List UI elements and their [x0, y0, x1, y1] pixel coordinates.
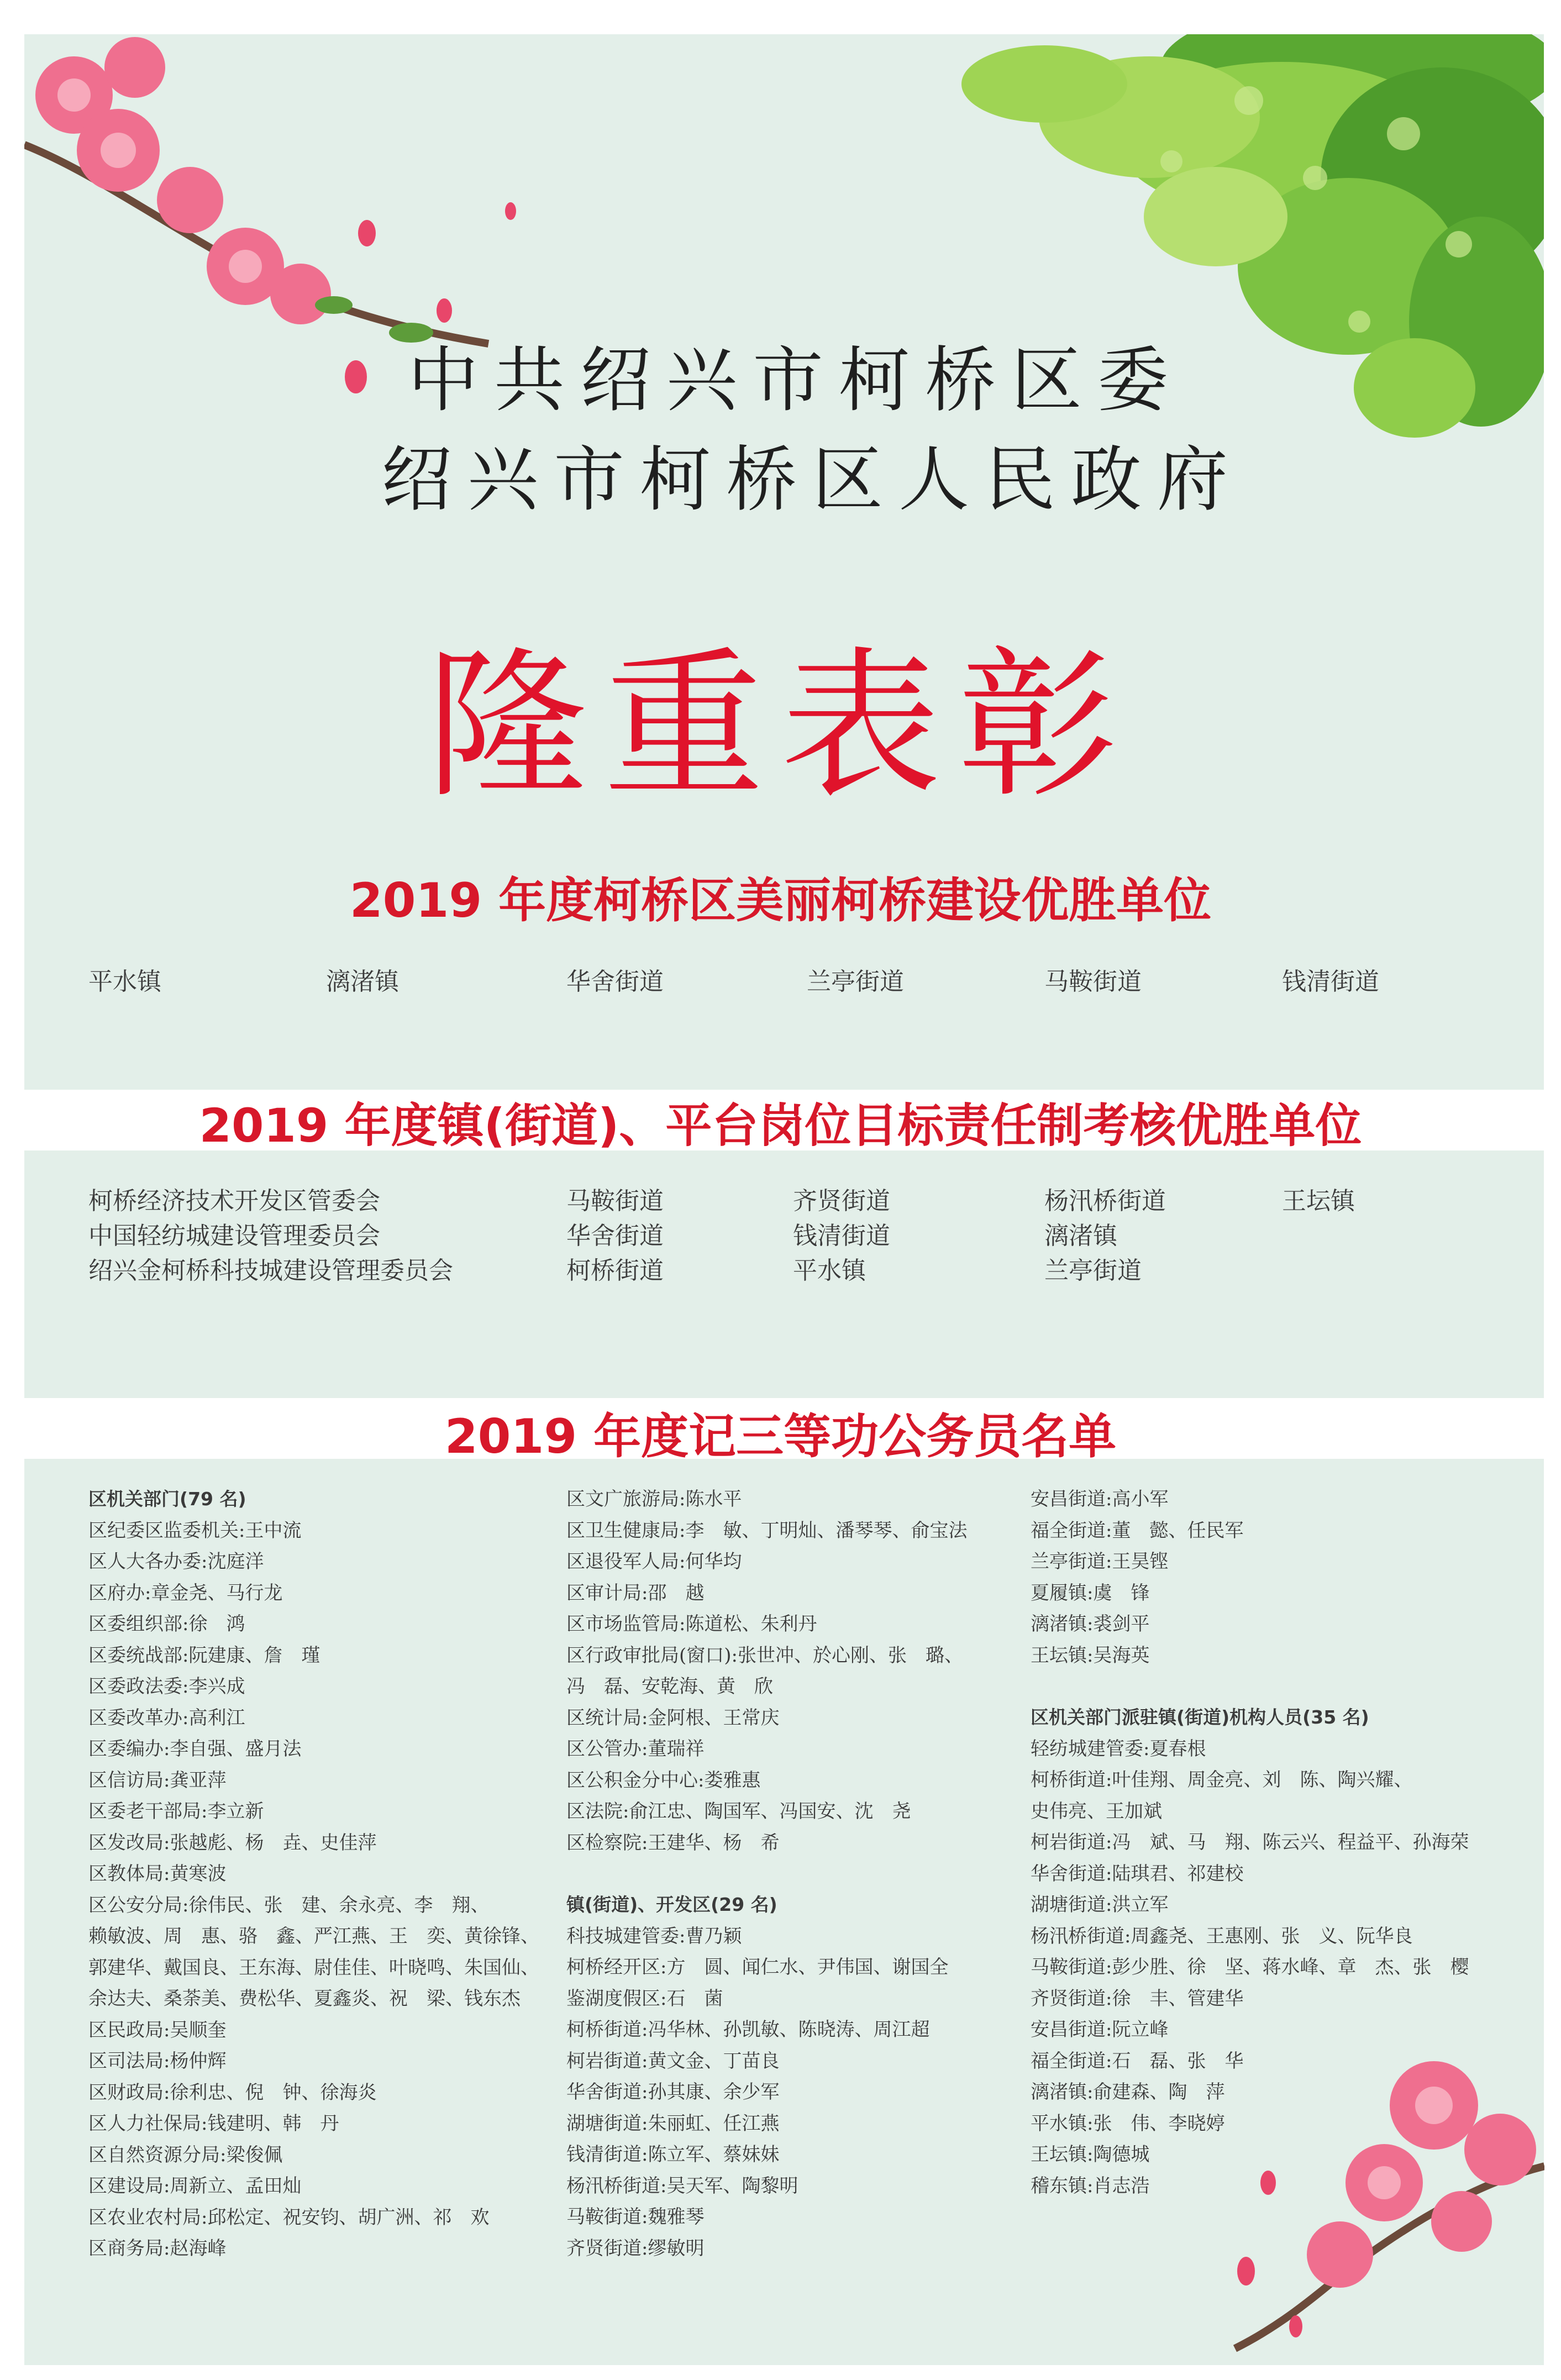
honoree-line: 华舍街道:孙其康、余少军 — [566, 2081, 780, 2103]
honoree-line: 安昌街道:高小军 — [1031, 1488, 1169, 1510]
section1-unit: 漓渚镇 — [326, 968, 399, 996]
honoree-line: 轻纺城建管委:夏春根 — [1031, 1737, 1206, 1760]
honor-list-column-2 — [566, 1484, 967, 2264]
honoree-line: 区教体局:黄寒波 — [88, 1863, 227, 1885]
honoree-line: 柯桥街道:冯华林、孙凯敏、陈晓涛、周江超 — [566, 2019, 930, 2041]
honor-list-column-3 — [1031, 1484, 1469, 2202]
section2-unit: 绍兴金柯桥科技城建设管理委员会 — [88, 1257, 453, 1285]
org-line-2: 绍兴市柯桥区人民政府 — [381, 439, 1244, 521]
honoree-line: 柯桥经开区:方 圆、闻仁水、尹伟国、谢国全 — [566, 1956, 949, 1978]
honoree-line: 柯岩街道:黄文金、丁苗良 — [566, 2050, 780, 2072]
section1-unit: 钱清街道 — [1282, 968, 1379, 996]
honoree-line: 稽东镇:肖志浩 — [1031, 2174, 1150, 2197]
section2-unit: 中国轻纺城建设管理委员会 — [88, 1222, 380, 1250]
honoree-line: 区农业农村局:邱松定、祝安钧、胡广洲、祁 欢 — [88, 2206, 490, 2229]
honoree-line: 王坛镇:陶德城 — [1031, 2143, 1150, 2166]
honoree-line: 区审计局:邵 越 — [566, 1582, 705, 1604]
honoree-line: 区府办:章金尧、马行龙 — [88, 1582, 283, 1604]
honoree-line: 区退役军人局:何华均 — [566, 1551, 742, 1573]
honoree-line: 区委组织部:徐 鸿 — [88, 1613, 245, 1635]
honoree-line: 杨汛桥街道:吴天军、陶黎明 — [566, 2174, 798, 2197]
honoree-line: 区司法局:杨仲辉 — [88, 2050, 227, 2072]
honoree-line: 区委老干部局:李立新 — [88, 1800, 264, 1822]
column-heading: 区机关部门(79 名) — [88, 1488, 246, 1510]
honoree-line: 杨汛桥街道:周鑫尧、王惠刚、张 义、阮华良 — [1031, 1925, 1413, 1947]
section1-unit: 兰亭街道 — [807, 968, 904, 996]
honoree-line: 郭建华、戴国良、王东海、尉佳佳、叶晓鸣、朱国仙、 — [88, 1956, 539, 1979]
section2-unit: 柯桥经济技术开发区管委会 — [88, 1187, 380, 1215]
section1-title: 2019 年度柯桥区美丽柯桥建设优胜单位 — [349, 873, 1212, 928]
honoree-line: 夏履镇:虞 锋 — [1031, 1582, 1150, 1604]
section2-unit: 华舍街道 — [566, 1222, 664, 1250]
honoree-line: 兰亭街道:王昊铿 — [1031, 1551, 1169, 1573]
honoree-line: 区公安分局:徐伟民、张 建、余永亮、李 翔、 — [88, 1894, 490, 1916]
honoree-line: 马鞍街道:彭少胜、徐 坚、蒋水峰、章 杰、张 樱 — [1031, 1956, 1469, 1978]
section2-unit: 兰亭街道 — [1044, 1257, 1142, 1285]
honoree-line: 鉴湖度假区:石 菌 — [566, 1987, 723, 2010]
honoree-line: 区信访局:龚亚萍 — [88, 1769, 227, 1791]
honoree-line: 区统计局:金阿根、王常庆 — [566, 1706, 780, 1729]
section3-title: 2019 年度记三等功公务员名单 — [444, 1409, 1117, 1464]
honoree-line: 平水镇:张 伟、李晓婷 — [1031, 2112, 1225, 2135]
honoree-line: 钱清街道:陈立军、蔡妹妹 — [566, 2143, 780, 2166]
honoree-line: 福全街道:石 磊、张 华 — [1031, 2050, 1244, 2072]
honoree-line: 马鞍街道:魏雅琴 — [566, 2206, 705, 2228]
honoree-line: 王坛镇:吴海英 — [1031, 1644, 1150, 1667]
honoree-line: 区委统战部:阮建康、詹 瑾 — [88, 1644, 320, 1667]
honoree-line: 区财政局:徐利忠、倪 钟、徐海炎 — [88, 2081, 377, 2104]
honoree-line: 区发改局:张越彪、杨 垚、史佳萍 — [88, 1831, 377, 1854]
honoree-line: 区公管办:董瑞祥 — [566, 1738, 705, 1760]
honoree-line: 余达夫、桑荼美、费松华、夏鑫炎、祝 梁、钱东杰 — [88, 1988, 521, 2010]
honoree-line: 区人力社保局:钱建明、韩 丹 — [88, 2113, 339, 2135]
honoree-line: 漓渚镇:裘剑平 — [1031, 1613, 1150, 1635]
org-line-1: 中共绍兴市柯桥区委 — [407, 339, 1184, 422]
honoree-line: 华舍街道:陆琪君、祁建校 — [1031, 1862, 1244, 1885]
honoree-line: 区文广旅游局:陈水平 — [566, 1488, 742, 1510]
honoree-line: 区公积金分中心:娄雅惠 — [566, 1769, 761, 1791]
honoree-line: 漓渚镇:俞建森、陶 萍 — [1031, 2081, 1225, 2103]
honoree-line: 冯 磊、安乾海、黄 欣 — [566, 1675, 773, 1698]
honoree-line: 区人大各办委:沈庭洋 — [88, 1551, 264, 1573]
honoree-line: 湖塘街道:洪立军 — [1031, 1894, 1169, 1916]
column-heading: 区机关部门派驻镇(街道)机构人员(35 名) — [1031, 1706, 1369, 1728]
section2-unit: 柯桥街道 — [566, 1257, 664, 1285]
honoree-line: 柯桥街道:叶佳翔、周金亮、刘 陈、陶兴耀、 — [1031, 1769, 1413, 1791]
honoree-line: 区纪委区监委机关:王中流 — [88, 1519, 302, 1542]
honor-list-column-1 — [88, 1484, 539, 2265]
section1-unit: 华舍街道 — [566, 968, 664, 996]
section2-title: 2019 年度镇(街道)、平台岗位目标责任制考核优胜单位 — [199, 1099, 1362, 1153]
section2-unit: 钱清街道 — [793, 1222, 890, 1250]
honoree-line: 科技城建管委:曹乃颖 — [566, 1925, 742, 1947]
honoree-line: 区行政审批局(窗口):张世冲、於心刚、张 璐、 — [566, 1644, 963, 1667]
headline: 隆重表彰 — [427, 633, 1134, 819]
honoree-line: 区委政法委:李兴成 — [88, 1675, 245, 1698]
honoree-line: 区建设局:周新立、孟田灿 — [88, 2175, 302, 2197]
spacer — [1031, 1671, 1469, 1702]
section1-unit: 平水镇 — [88, 968, 161, 996]
honoree-line: 区卫生健康局:李 敏、丁明灿、潘琴琴、俞宝法 — [566, 1519, 968, 1542]
honoree-line: 安昌街道:阮立峰 — [1031, 2019, 1169, 2041]
section2-unit: 王坛镇 — [1282, 1187, 1355, 1215]
column-heading: 镇(街道)、开发区(29 名) — [566, 1894, 777, 1915]
honoree-line: 史伟亮、王加斌 — [1031, 1800, 1162, 1822]
honoree-line: 柯岩街道:冯 斌、马 翔、陈云兴、程益平、孙海荣 — [1031, 1831, 1469, 1853]
honoree-line: 区委编办:李自强、盛月法 — [88, 1738, 302, 1760]
honoree-line: 区委改革办:高利江 — [88, 1706, 245, 1729]
honoree-line: 湖塘街道:朱丽虹、任江燕 — [566, 2112, 780, 2135]
spacer — [566, 1858, 967, 1889]
honoree-line: 区检察院:王建华、杨 希 — [566, 1831, 780, 1854]
honoree-line: 齐贤街道:缪敏明 — [566, 2237, 705, 2260]
section2-unit: 平水镇 — [793, 1257, 866, 1285]
section1-unit: 马鞍街道 — [1044, 968, 1142, 996]
honoree-line: 区法院:俞江忠、陶国军、冯国安、沈 尧 — [566, 1800, 911, 1822]
honoree-line: 赖敏波、周 惠、骆 鑫、严江燕、王 奕、黄徐锋、 — [88, 1925, 539, 1947]
honoree-line: 区商务局:赵海峰 — [88, 2237, 227, 2260]
section2-unit: 杨汛桥街道 — [1044, 1187, 1166, 1215]
honoree-line: 齐贤街道:徐 丰、管建华 — [1031, 1987, 1244, 2010]
section2-unit: 漓渚镇 — [1044, 1222, 1117, 1250]
honoree-line: 区民政局:吴顺奎 — [88, 2019, 227, 2041]
honoree-line: 区自然资源分局:梁俊佩 — [88, 2143, 283, 2166]
honoree-line: 区市场监管局:陈道松、朱利丹 — [566, 1613, 817, 1635]
section2-unit: 马鞍街道 — [566, 1187, 664, 1215]
section2-unit: 齐贤街道 — [793, 1187, 890, 1215]
honoree-line: 福全街道:董 懿、任民军 — [1031, 1519, 1244, 1542]
